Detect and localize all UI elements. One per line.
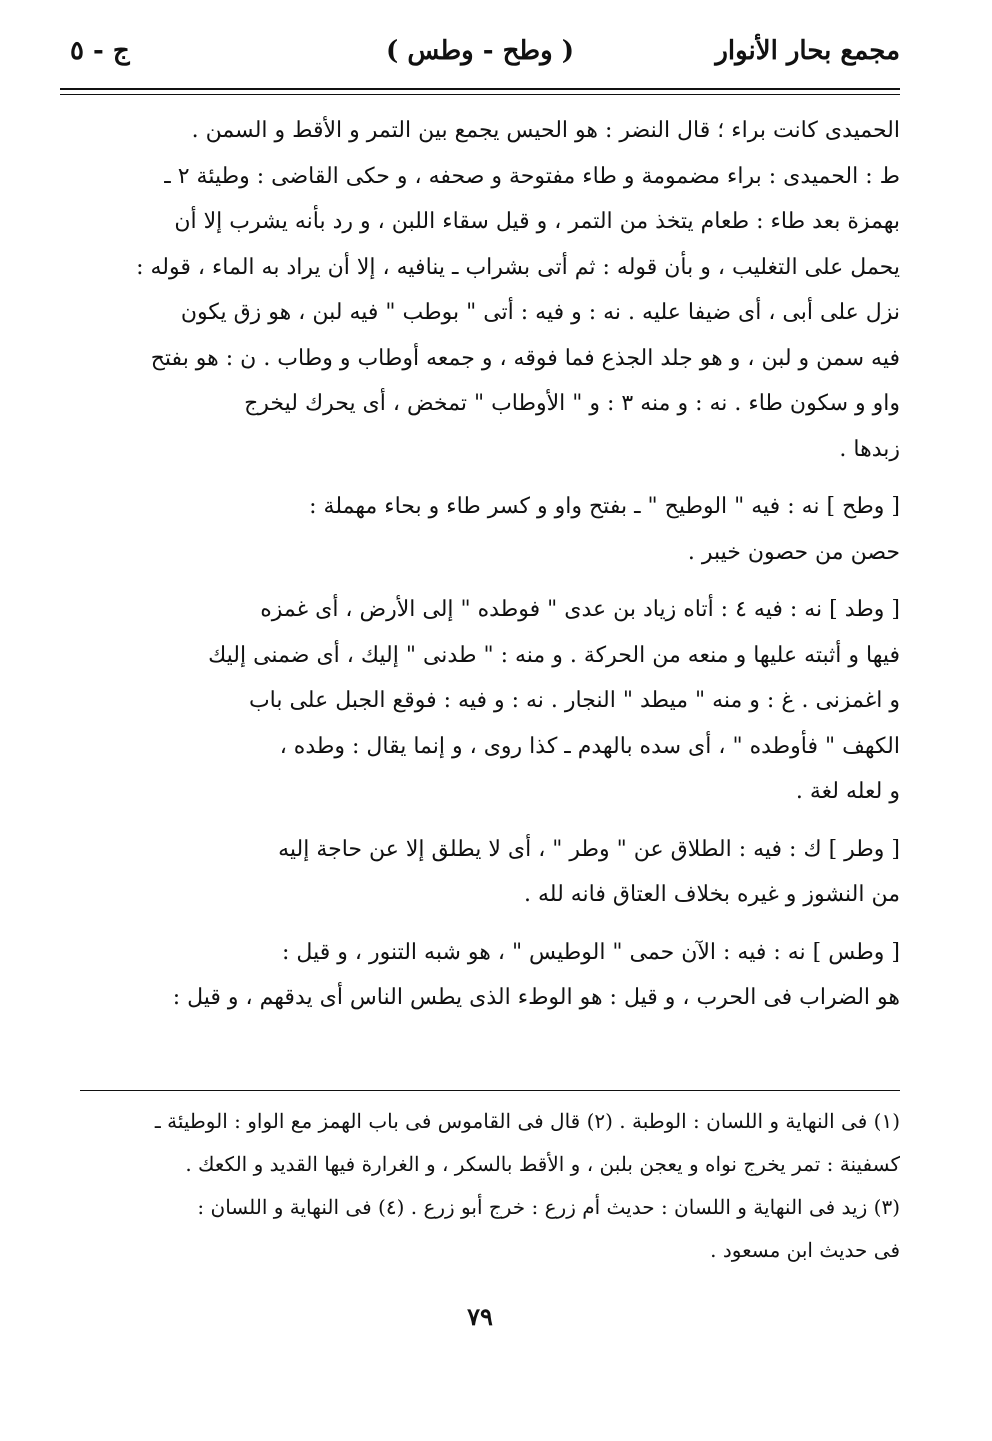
text-line: [ وطد ] نه : فيه ٤ : أتاه زياد بن عدى " فوطده " إلى الأرض ، أى غمزه [260,597,900,622]
footnote-line: (٣) زيد فى النهاية و اللسان : حديث أم زرع : خرج أبو زرع . (٤) فى النهاية و اللسان : [197,1195,900,1219]
text-line: هو الضراب فى الحرب ، و قيل : هو الوطء الذى يطس الناس أى يدقهم ، و قيل : [172,985,900,1010]
text-line: واو و سكون طاء . نه : و منه ٣ : و " الأوطاب " تمخض ، أى يحرك ليخرج [244,391,900,416]
header-rule-thin [60,94,900,95]
volume-label: ج - ٥ [70,36,130,66]
section-title: ( وطح - وطس ) [385,36,575,66]
entry-watar [60,827,900,918]
header-rule-thick [60,88,900,90]
footnote-line: كسفينة : تمر يخرج نواه و يعجن بلبن ، و الأقط بالسكر ، و الغرارة فيها القديد و الكعك . [185,1152,900,1176]
text-line: بهمزة بعد طاء : طعام يتخذ من التمر ، و قيل سقاء اللبن ، و رد بأنه يشرب إلا أن [174,209,900,234]
text-line: [ وطس ] نه : فيه : الآن حمى " الوطيس " ، هو شبه التنور ، و قيل : [282,939,900,965]
running-header [60,30,900,86]
text-line: و اغمزنى . غ : و منه " ميطد " النجار . نه : و فيه : فوقع الجبل على باب [248,688,900,713]
text-line: و لعله لغة . [795,779,900,804]
text-line: [ وطر ] ك : فيه : الطلاق عن " وطر " ، أى لا يطلق إلا عن حاجة إليه [278,836,900,862]
footnote-rule [80,1090,900,1091]
entry-watad [60,587,900,815]
text-line: ط : الحميدى : براء مضمومة و طاء مفتوحة و صحفه ، و حكى القاضى : وطيئة ٢ ـ [164,163,900,189]
text-line: فيه سمن و لبن ، و هو جلد الجذع فما فوقه ، و جمعه أوطاب و وطاب . ن : هو بفتح [150,345,900,371]
text-line: من النشوز و غيره بخلاف العتاق فانه لله . [524,882,900,907]
text-line: الحميدى كانت براء ؛ قال النضر : هو الحيس يجمع بين التمر و الأقط و السمن . [191,118,900,143]
text-line: [ وطح ] نه : فيه " الوطيح " ـ بفتح واو و كسر طاء و بحاء مهملة : [309,494,900,519]
document-page [60,30,900,1420]
text-line: زبدها . [839,436,900,462]
footnote-line: (١) فى النهاية و اللسان : الوطبة . (٢) قال فى القاموس فى باب الهمز مع الواو : الوطيئة ـ [154,1109,900,1133]
footnote-line: فى حديث ابن مسعود . [710,1238,900,1262]
text-line: فيها و أثبته عليها و منعه من الحركة . و منه : " طدنى " إليك ، أى ضمنى إليك [208,642,900,668]
text-line: حصن من حصون خيبر . [687,539,900,565]
footnotes [60,1100,900,1272]
entry-watas [60,930,900,1021]
main-text [60,108,900,1033]
entry-watah [60,484,900,575]
text-line: يحمل على التغليب ، و بأن قوله : ثم أتى بشراب ـ ينافيه ، إلا أن يراد به الماء ، قوله : [136,254,900,280]
text-line: الكهف " فأوطده " ، أى سده بالهدم ـ كذا روى ، و إنما يقال : وطده ، [279,733,900,759]
text-line: نزل على أبى ، أى ضيفا عليه . نه : و فيه : أتى " بوطب " فيه لبن ، هو زق يكون [180,300,900,325]
book-title: مجمع بحار الأنوار [715,36,900,66]
continued-paragraph [60,108,900,472]
page-number: ٧٩ [467,1302,493,1331]
